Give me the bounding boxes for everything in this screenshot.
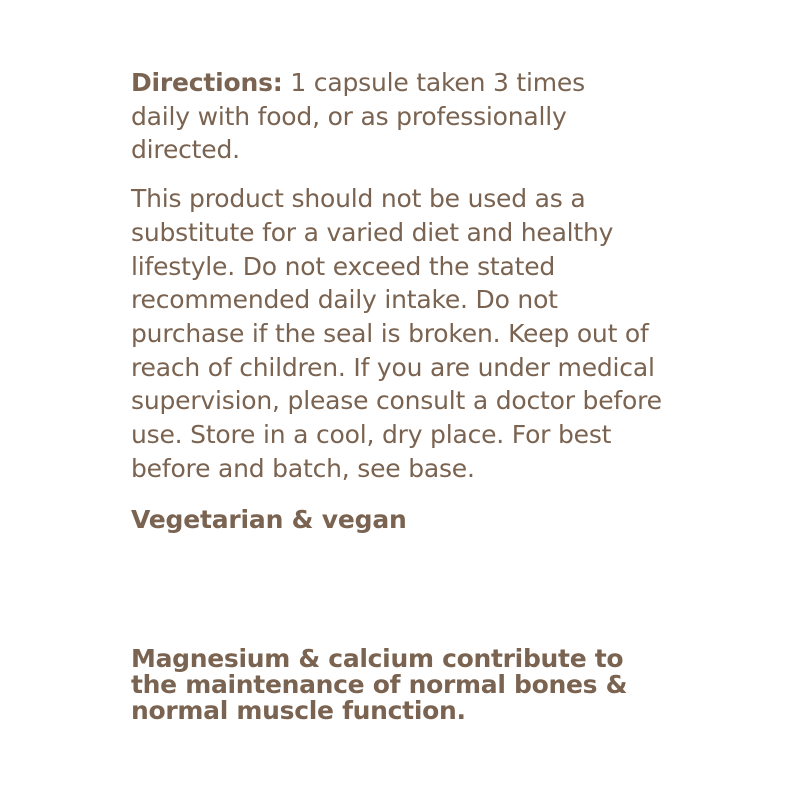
health-claim: Magnesium & calcium contribute to the maintenance of normal bones & normal muscle function. <box>131 644 628 725</box>
label-text-panel <box>131 66 691 535</box>
directions-paragraph <box>131 66 631 167</box>
advisory-paragraph: This product should not be used as a substitute for a varied diet and healthy lifestyle. Do not exceed the stated recommended daily intake. Do not purchase if the seal is broken. Keep out of reach of children. If you are under medical supervision, please consult a doctor before use. Store in a cool, dry place. For best before and batch, see base. <box>131 184 662 483</box>
directions-heading: Directions: <box>131 68 283 97</box>
directions-text: 1 capsule taken 3 times daily with food, or as professionally directed. <box>131 68 585 165</box>
diet-note: Vegetarian & vegan <box>131 505 407 535</box>
